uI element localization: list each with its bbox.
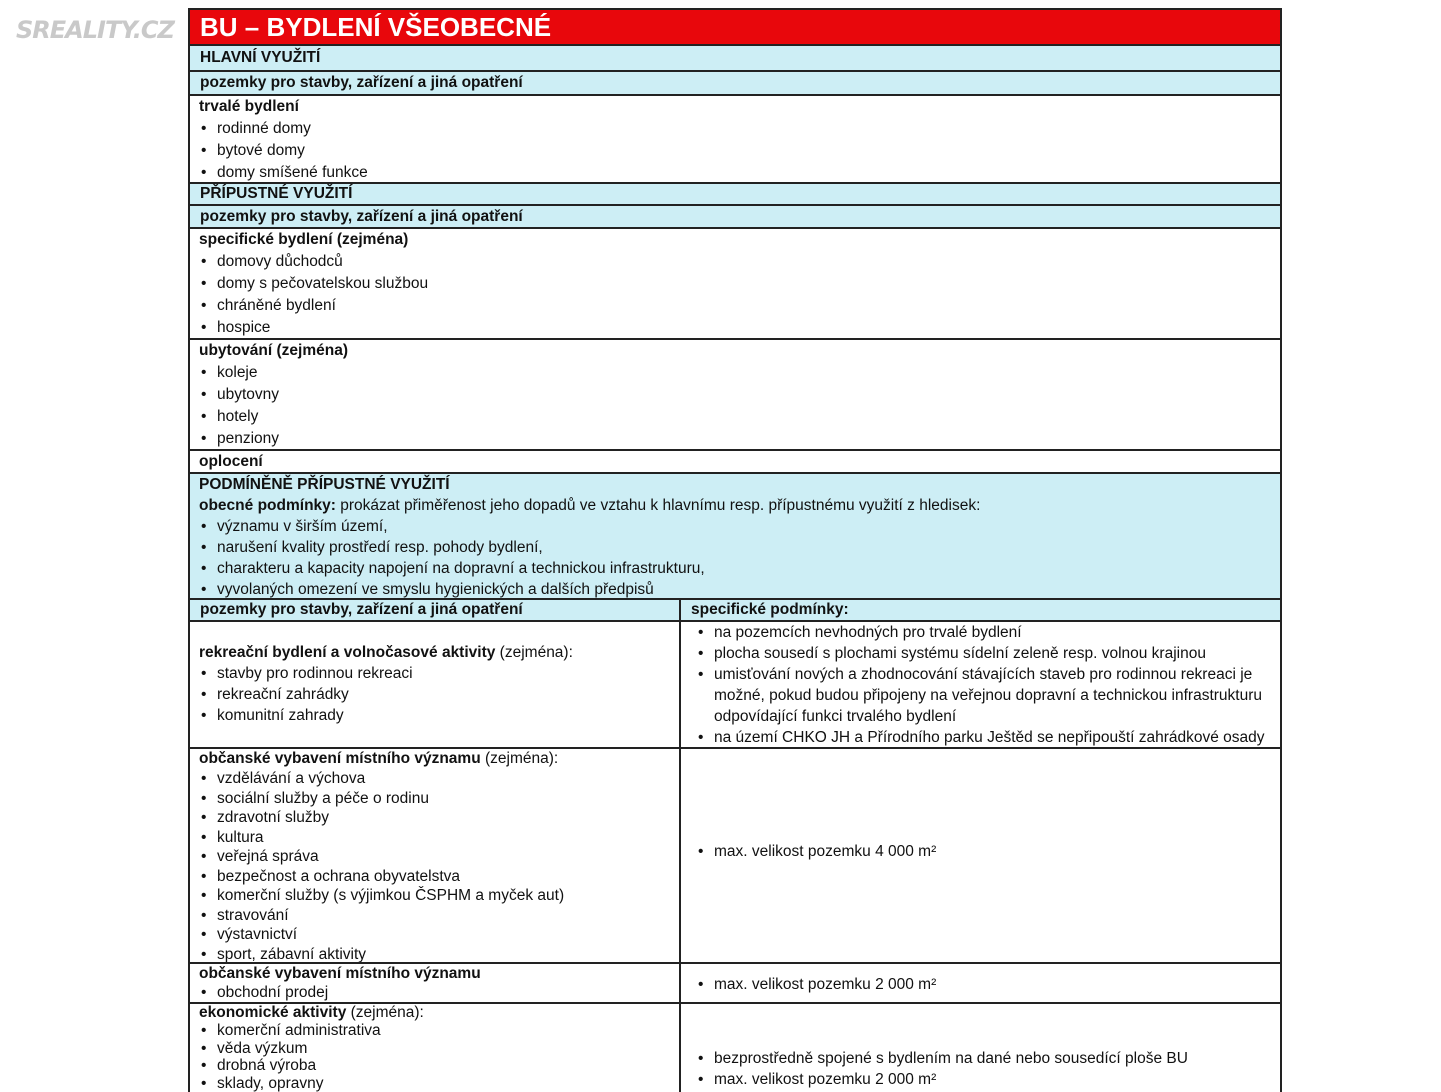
conditional-row-recreation bbox=[190, 620, 1280, 747]
main-use-group bbox=[190, 94, 1280, 182]
condition-continuation bbox=[690, 685, 1280, 706]
condition-item: • na území CHKO JH a Přírodního parku Ještěd se nepřipouští zahrádkové osady bbox=[690, 727, 1280, 748]
main-use-heading: HLAVNÍ VYUŽITÍ bbox=[190, 46, 1280, 70]
list-item: • penziony bbox=[199, 428, 1280, 450]
permitted-use-heading: PŘÍPUSTNÉ VYUŽITÍ bbox=[190, 182, 1280, 204]
row-right-cell bbox=[681, 622, 1280, 747]
fencing-row: oplocení bbox=[190, 449, 1280, 472]
list-item: • bezpečnost a ochrana obyvatelstva bbox=[199, 867, 679, 887]
permitted-use-subheading: pozemky pro stavby, zařízení a jiná opatření bbox=[190, 204, 1280, 227]
list-item: • kultura bbox=[199, 828, 679, 848]
condition-item: • plocha sousedí s plochami systému sídelní zeleně resp. volnou krajinou bbox=[690, 643, 1280, 664]
list-item: • koleje bbox=[199, 362, 1280, 384]
row-left-cell bbox=[190, 964, 681, 1002]
column-header-left: pozemky pro stavby, zařízení a jiná opatření bbox=[190, 600, 681, 622]
row-title bbox=[199, 1004, 679, 1022]
row-title-bold: ekonomické aktivity bbox=[199, 1004, 347, 1021]
list-item: • stavby pro rodinnou rekreaci bbox=[199, 663, 679, 684]
conditional-use-section bbox=[190, 472, 1280, 598]
group-title: ubytování (zejména) bbox=[199, 342, 348, 359]
list-item: • domy s pečovatelskou službou bbox=[199, 273, 1280, 295]
list-item: • rekreační zahrádky bbox=[199, 684, 679, 705]
list-item: • domy smíšené funkce bbox=[199, 162, 1280, 184]
page-title: BU – BYDLENÍ VŠEOBECNÉ bbox=[190, 8, 1280, 46]
row-title: občanské vybavení místního významu bbox=[199, 965, 481, 982]
row-left-cell bbox=[190, 1004, 681, 1092]
list-item: • významu v širším území, bbox=[199, 516, 1280, 537]
list-item: • ubytovny bbox=[199, 384, 1280, 406]
row-title-bold: občanské vybavení místního významu bbox=[199, 750, 481, 767]
conditional-row-civic-amenities bbox=[190, 747, 1280, 962]
main-use-subheading: pozemky pro stavby, zařízení a jiná opatření bbox=[190, 70, 1280, 94]
conditional-row-economic bbox=[190, 1002, 1280, 1092]
list-item: • bytové domy bbox=[199, 140, 1280, 162]
general-conditions bbox=[199, 495, 1280, 516]
permitted-group-accommodation bbox=[190, 338, 1280, 449]
list-item: • obchodní prodej bbox=[199, 983, 679, 1002]
list-item: • věda výzkum bbox=[199, 1040, 679, 1058]
row-left-cell bbox=[190, 622, 681, 747]
list-item: • sociální služby a péče o rodinu bbox=[199, 789, 679, 809]
row-left-cell bbox=[190, 749, 681, 962]
condition-continuation bbox=[690, 706, 1280, 727]
row-title-rest: (zejména): bbox=[480, 750, 559, 767]
row-title-rest: (zejména): bbox=[495, 644, 573, 661]
row-title-bold: rekreační bydlení a volnočasové aktivity bbox=[199, 644, 496, 661]
condition-text: možné, pokud budou připojeny na veřejnou dopravní a technickou infrastrukturu bbox=[714, 687, 1263, 704]
list-item: • domovy důchodců bbox=[199, 251, 1280, 273]
condition-item: • bezprostředně spojené s bydlením na dané nebo sousedící ploše BU bbox=[690, 1048, 1280, 1069]
list-item: • charakteru a kapacity napojení na dopravní a technickou infrastrukturu, bbox=[199, 558, 1280, 579]
row-title-rest: (zejména): bbox=[346, 1004, 424, 1021]
condition-item: • max. velikost pozemku 2 000 m² bbox=[690, 974, 1280, 996]
list-item: • komerční služby (s výjimkou ČSPHM a myček aut) bbox=[199, 886, 679, 906]
group-title: trvalé bydlení bbox=[199, 98, 299, 115]
list-item: • sport, zábavní aktivity bbox=[199, 945, 679, 965]
general-conditions-label: obecné podmínky: bbox=[199, 497, 336, 514]
group-title: specifické bydlení (zejména) bbox=[199, 231, 409, 248]
condition-item: • umisťování nových a zhodnocování stávajících staveb pro rodinnou rekreaci je bbox=[690, 664, 1280, 685]
condition-item: • max. velikost pozemku 2 000 m² bbox=[690, 1069, 1280, 1090]
row-right-cell bbox=[681, 1004, 1280, 1092]
list-item: • hotely bbox=[199, 406, 1280, 428]
row-right-cell bbox=[681, 749, 1280, 962]
regulation-table bbox=[188, 8, 1282, 1092]
condition-item: • max. velikost pozemku 4 000 m² bbox=[690, 841, 1280, 863]
column-header-right: specifické podmínky: bbox=[691, 601, 849, 618]
list-item: • vzdělávání a výchova bbox=[199, 769, 679, 789]
list-item: • stravování bbox=[199, 906, 679, 926]
list-item: • narušení kvality prostředí resp. pohody bydlení, bbox=[199, 537, 1280, 558]
list-item: • rodinné domy bbox=[199, 118, 1280, 140]
row-title bbox=[199, 642, 679, 663]
list-item: • zdravotní služby bbox=[199, 808, 679, 828]
condition-item: • na pozemcích nevhodných pro trvalé bydlení bbox=[690, 622, 1280, 643]
condition-text: odpovídající funkci trvalého bydlení bbox=[714, 708, 957, 725]
list-item: • komunitní zahrady bbox=[199, 705, 679, 726]
list-item: • výstavnictví bbox=[199, 925, 679, 945]
sreality-watermark: SREALITY.CZ bbox=[16, 16, 174, 44]
list-item: • komerční administrativa bbox=[199, 1022, 679, 1040]
list-item: • vyvolaných omezení ve smyslu hygienických a dalších předpisů bbox=[199, 579, 1280, 600]
list-item: • veřejná správa bbox=[199, 847, 679, 867]
row-right-cell bbox=[681, 964, 1280, 1002]
list-item: • drobná výroba bbox=[199, 1057, 679, 1075]
list-item: • chráněné bydlení bbox=[199, 295, 1280, 317]
row-title bbox=[199, 749, 679, 769]
conditional-use-heading: PODMÍNĚNĚ PŘÍPUSTNÉ VYUŽITÍ bbox=[199, 476, 450, 493]
conditional-row-retail bbox=[190, 962, 1280, 1002]
general-conditions-text: prokázat přiměřenost jeho dopadů ve vztahu k hlavnímu resp. přípustnému využití z hledisek: bbox=[335, 497, 981, 514]
list-item: • sklady, opravny bbox=[199, 1075, 679, 1092]
permitted-group-specific-housing bbox=[190, 227, 1280, 338]
conditional-columns-header bbox=[190, 598, 1280, 620]
list-item: • hospice bbox=[199, 317, 1280, 339]
